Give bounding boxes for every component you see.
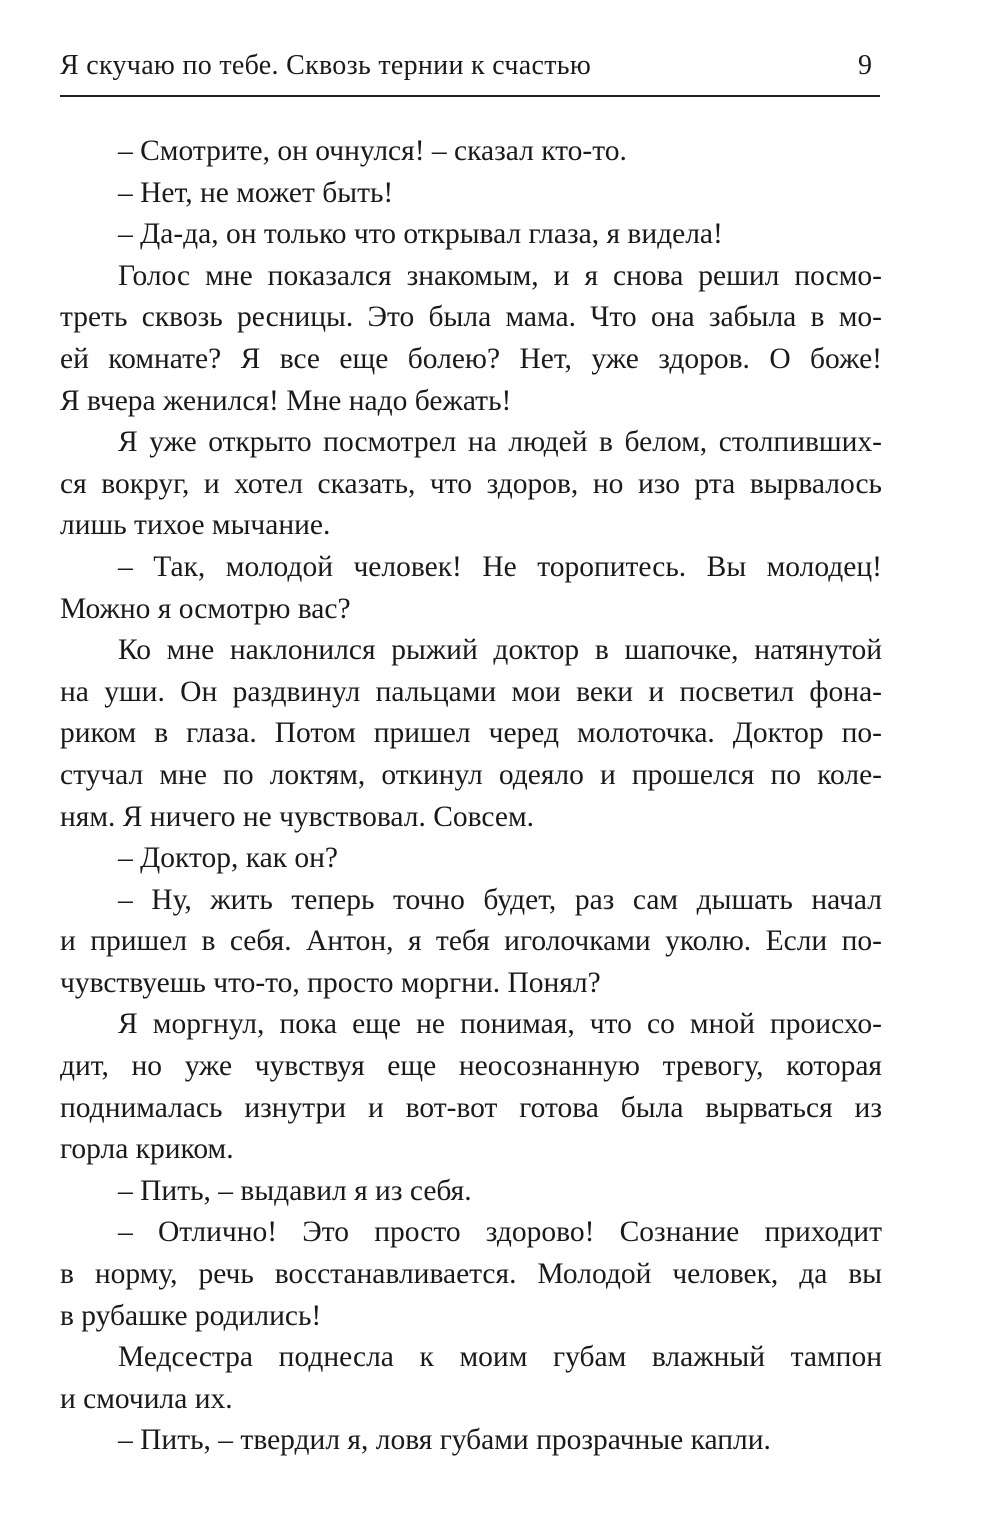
paragraph xyxy=(60,1212,882,1337)
text-line: Ко мне наклонился рыжий доктор в шапочке, натянутой xyxy=(118,634,882,667)
text-line: дит, но уже чувствуя еще неосознанную тревогу, которая xyxy=(60,1050,882,1083)
running-header xyxy=(60,50,880,86)
text-line: чувствуешь что-то, просто моргни. Понял? xyxy=(60,966,601,999)
text-line: и пришел в себя. Антон, я тебя иголочками уколю. Если по- xyxy=(60,925,882,958)
body-text xyxy=(60,131,882,1462)
text-line: в рубашке родились! xyxy=(60,1299,322,1332)
text-line: ей комнате? Я все еще болею? Нет, уже здоров. О боже! xyxy=(60,342,882,375)
paragraph xyxy=(60,838,882,880)
text-line: риком в глаза. Потом пришел черед молоточка. Доктор по- xyxy=(60,717,882,750)
text-line: и смочила их. xyxy=(60,1382,233,1415)
text-line: Я моргнул, пока еще не понимая, что со мной происхо- xyxy=(118,1008,882,1041)
text-line: – Пить, – твердил я, ловя губами прозрачные капли. xyxy=(118,1424,771,1457)
text-line: лишь тихое мычание. xyxy=(60,509,331,542)
text-line: – Отлично! Это просто здорово! Сознание приходит xyxy=(118,1216,882,1249)
text-line: стучал мне по локтям, откинул одеяло и прошелся по коле- xyxy=(60,758,882,791)
paragraph xyxy=(60,131,882,173)
paragraph xyxy=(60,1171,882,1213)
text-line: Можно я осмотрю вас? xyxy=(60,592,351,625)
paragraph xyxy=(60,1004,882,1170)
text-line: – Пить, – выдавил я из себя. xyxy=(118,1174,472,1207)
running-title: Я скучаю по тебе. Сквозь тернии к счастью xyxy=(60,50,592,81)
text-line: Я уже открыто посмотрел на людей в белом, столпивших- xyxy=(118,426,882,459)
paragraph xyxy=(60,1420,882,1462)
text-line: Голос мне показался знакомым, и я снова решил посмо- xyxy=(118,259,882,292)
paragraph xyxy=(60,256,882,422)
text-line: треть сквозь ресницы. Это была мама. Что она забыла в мо- xyxy=(60,301,882,334)
page-number: 9 xyxy=(858,50,872,81)
paragraph xyxy=(60,880,882,1005)
text-line: – Смотрите, он очнулся! – сказал кто-то. xyxy=(118,135,627,167)
header-rule xyxy=(60,95,880,97)
paragraph xyxy=(60,173,882,215)
text-line: горла криком. xyxy=(60,1133,234,1166)
text-line: – Нет, не может быть! xyxy=(118,176,394,209)
text-line: – Доктор, как он? xyxy=(118,842,339,875)
text-line: Медсестра поднесла к моим губам влажный тампон xyxy=(118,1341,882,1374)
text-line: – Да-да, он только что открывал глаза, я видела! xyxy=(118,218,723,251)
text-line: поднималась изнутри и вот-вот готова была вырваться из xyxy=(60,1091,882,1124)
text-line: – Так, молодой человек! Не торопитесь. Вы молодец! xyxy=(118,550,882,583)
paragraph xyxy=(60,547,882,630)
text-line: ся вокруг, и хотел сказать, что здоров, но изо рта вырвалось xyxy=(60,467,882,500)
text-line: на уши. Он раздвинул пальцами мои веки и посветил фона- xyxy=(60,675,882,708)
paragraph xyxy=(60,214,882,256)
paragraph xyxy=(60,422,882,547)
text-line: – Ну, жить теперь точно будет, раз сам дышать начал xyxy=(118,883,882,916)
text-line: в норму, речь восстанавливается. Молодой человек, да вы xyxy=(60,1258,882,1291)
paragraph xyxy=(60,1337,882,1420)
text-line: Я вчера женился! Мне надо бежать! xyxy=(60,384,512,417)
text-line: ням. Я ничего не чувствовал. Совсем. xyxy=(60,800,535,833)
paragraph xyxy=(60,630,882,838)
